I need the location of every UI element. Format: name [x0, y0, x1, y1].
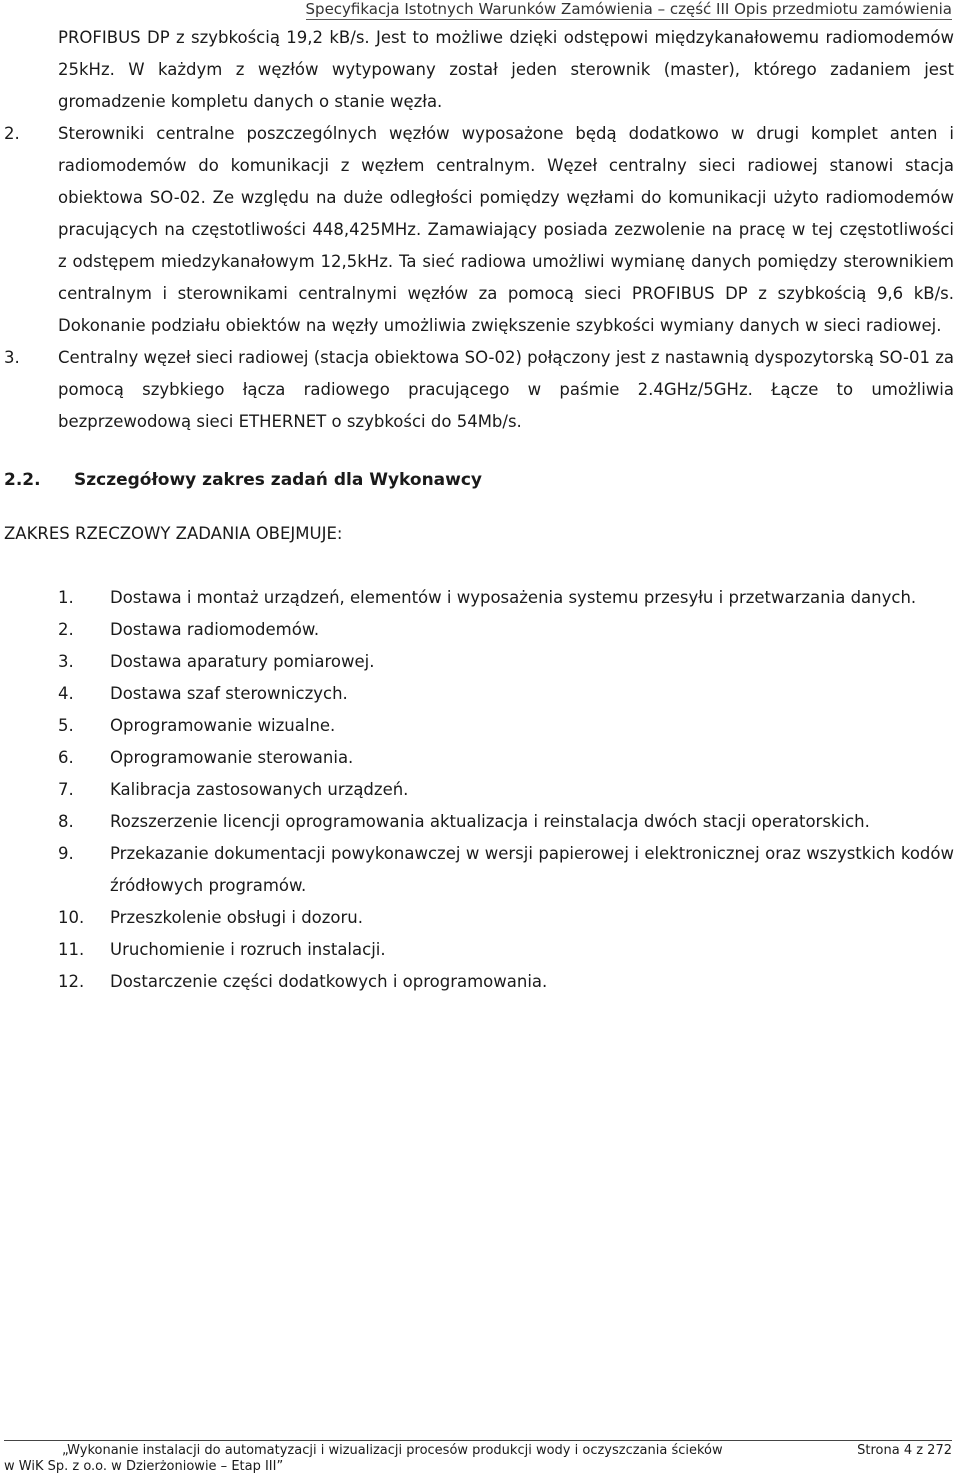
- list-item-number: 7.: [58, 780, 74, 799]
- list-item: [4, 614, 954, 646]
- list-item-number: 11.: [58, 940, 85, 959]
- list-item: [4, 678, 954, 710]
- list-item-number: 8.: [58, 812, 74, 831]
- section-number: 2.2.: [4, 470, 41, 490]
- intro-item-number: 3.: [4, 348, 20, 367]
- list-item-number: 6.: [58, 748, 74, 767]
- list-item-text: Dostawa radiomodemów.: [110, 620, 320, 639]
- scope-list: [4, 582, 954, 998]
- list-item-text: Kalibracja zastosowanych urządzeń.: [110, 780, 409, 799]
- list-item-number: 2.: [58, 620, 74, 639]
- intro-item-text: Centralny węzeł sieci radiowej (stacja obiektowa SO-02) połączony jest z nastawnią dyspozytorską SO-01 za pomocą szybkiego łącza radiowego pracującego w paśmie 2.4GHz/5GHz. Łącze to umożliwia bezprzewodową sieci ETHERNET o szybkości do 54Mb/s.: [58, 348, 954, 431]
- list-item: [4, 710, 954, 742]
- list-item-text: Przekazanie dokumentacji powykonawczej w wersji papierowej i elektronicznej oraz wszystkich kodów źródłowych programów.: [110, 844, 954, 895]
- list-item-number: 1.: [58, 588, 74, 607]
- scope-title: ZAKRES RZECZOWY ZADANIA OBEJMUJE:: [4, 524, 343, 543]
- list-item-text: Dostawa szaf sterowniczych.: [110, 684, 348, 703]
- list-item-text: Dostarczenie części dodatkowych i oprogramowania.: [110, 972, 548, 991]
- list-item-text: Uruchomienie i rozruch instalacji.: [110, 940, 386, 959]
- list-item: [4, 934, 954, 966]
- footer-project-line2: w WiK Sp. z o.o. w Dzierżoniowie – Etap III”: [4, 1459, 284, 1474]
- intro-continuation: PROFIBUS DP z szybkością 19,2 kB/s. Jest to możliwe dzięki odstępowi międzykanałowemu radiomodemów 25kHz. W każdym z węzłów wytypowany został jeden sterownik (master), którego zadaniem jest gromadzenie kompletu danych o stanie węzła.: [58, 28, 954, 111]
- list-item-number: 12.: [58, 972, 85, 991]
- intro-item-3: [4, 342, 954, 438]
- list-item-number: 10.: [58, 908, 85, 927]
- list-item: [4, 742, 954, 774]
- header-rule: [306, 19, 952, 20]
- list-item-text: Oprogramowanie sterowania.: [110, 748, 354, 767]
- list-item-number: 4.: [58, 684, 74, 703]
- list-item-text: Oprogramowanie wizualne.: [110, 716, 336, 735]
- document-body: [4, 22, 954, 1015]
- list-item: [4, 774, 954, 806]
- list-item-text: Rozszerzenie licencji oprogramowania aktualizacja i reinstalacja dwóch stacji operatorskich.: [110, 812, 870, 831]
- list-item-number: 9.: [58, 844, 74, 863]
- list-item: [4, 646, 954, 678]
- document-title: Specyfikacja Istotnych Warunków Zamówienia – część III Opis przedmiotu zamówienia: [305, 0, 952, 18]
- page-number: Strona 4 z 272: [857, 1443, 952, 1458]
- intro-item-text: Sterowniki centralne poszczególnych węzłów wyposażone będą dodatkowo w drugi komplet anten i radiomodemów do komunikacji z węzłem centralnym. Węzeł centralny sieci radiowej stanowi stacja obiektowa SO-02. Ze względu na duże odległości pomiędzy węzłami do komunikacji użyto radiomodemów pracujących na częstotliwości 448,425MHz. Zamawiający posiada zezwolenie na pracę w tej częstotliwości z odstępem miedzykanałowym 12,5kHz. Ta sieć radiowa umożliwi wymianę danych pomiędzy sterownikiem centralnym i sterownikami centralnymi węzłów za pomocą sieci PROFIBUS DP z szybkością 9,6 kB/s. Dokonanie podziału obiektów na węzły umożliwia zwiększenie szybkości wymiany danych w sieci radiowej.: [58, 124, 954, 335]
- section-title: Szczegółowy zakres zadań dla Wykonawcy: [74, 470, 483, 490]
- list-item-text: Przeszkolenie obsługi i dozoru.: [110, 908, 364, 927]
- footer-project-line1: „Wykonanie instalacji do automatyzacji i wizualizacji procesów produkcji wody i oczyszczania ścieków: [62, 1443, 723, 1458]
- page-footer: [4, 1440, 952, 1474]
- list-item: [4, 582, 954, 614]
- section-heading: [4, 464, 954, 496]
- list-item-number: 5.: [58, 716, 74, 735]
- page-header: [306, 0, 952, 20]
- intro-item-2: [4, 118, 954, 342]
- list-item: [4, 838, 954, 902]
- list-item-number: 3.: [58, 652, 74, 671]
- list-item: [4, 806, 954, 838]
- list-item-text: Dostawa i montaż urządzeń, elementów i wyposażenia systemu przesyłu i przetwarzania danych.: [110, 588, 917, 607]
- intro-item-number: 2.: [4, 124, 20, 143]
- list-item: [4, 966, 954, 998]
- list-item: [4, 902, 954, 934]
- list-item-text: Dostawa aparatury pomiarowej.: [110, 652, 375, 671]
